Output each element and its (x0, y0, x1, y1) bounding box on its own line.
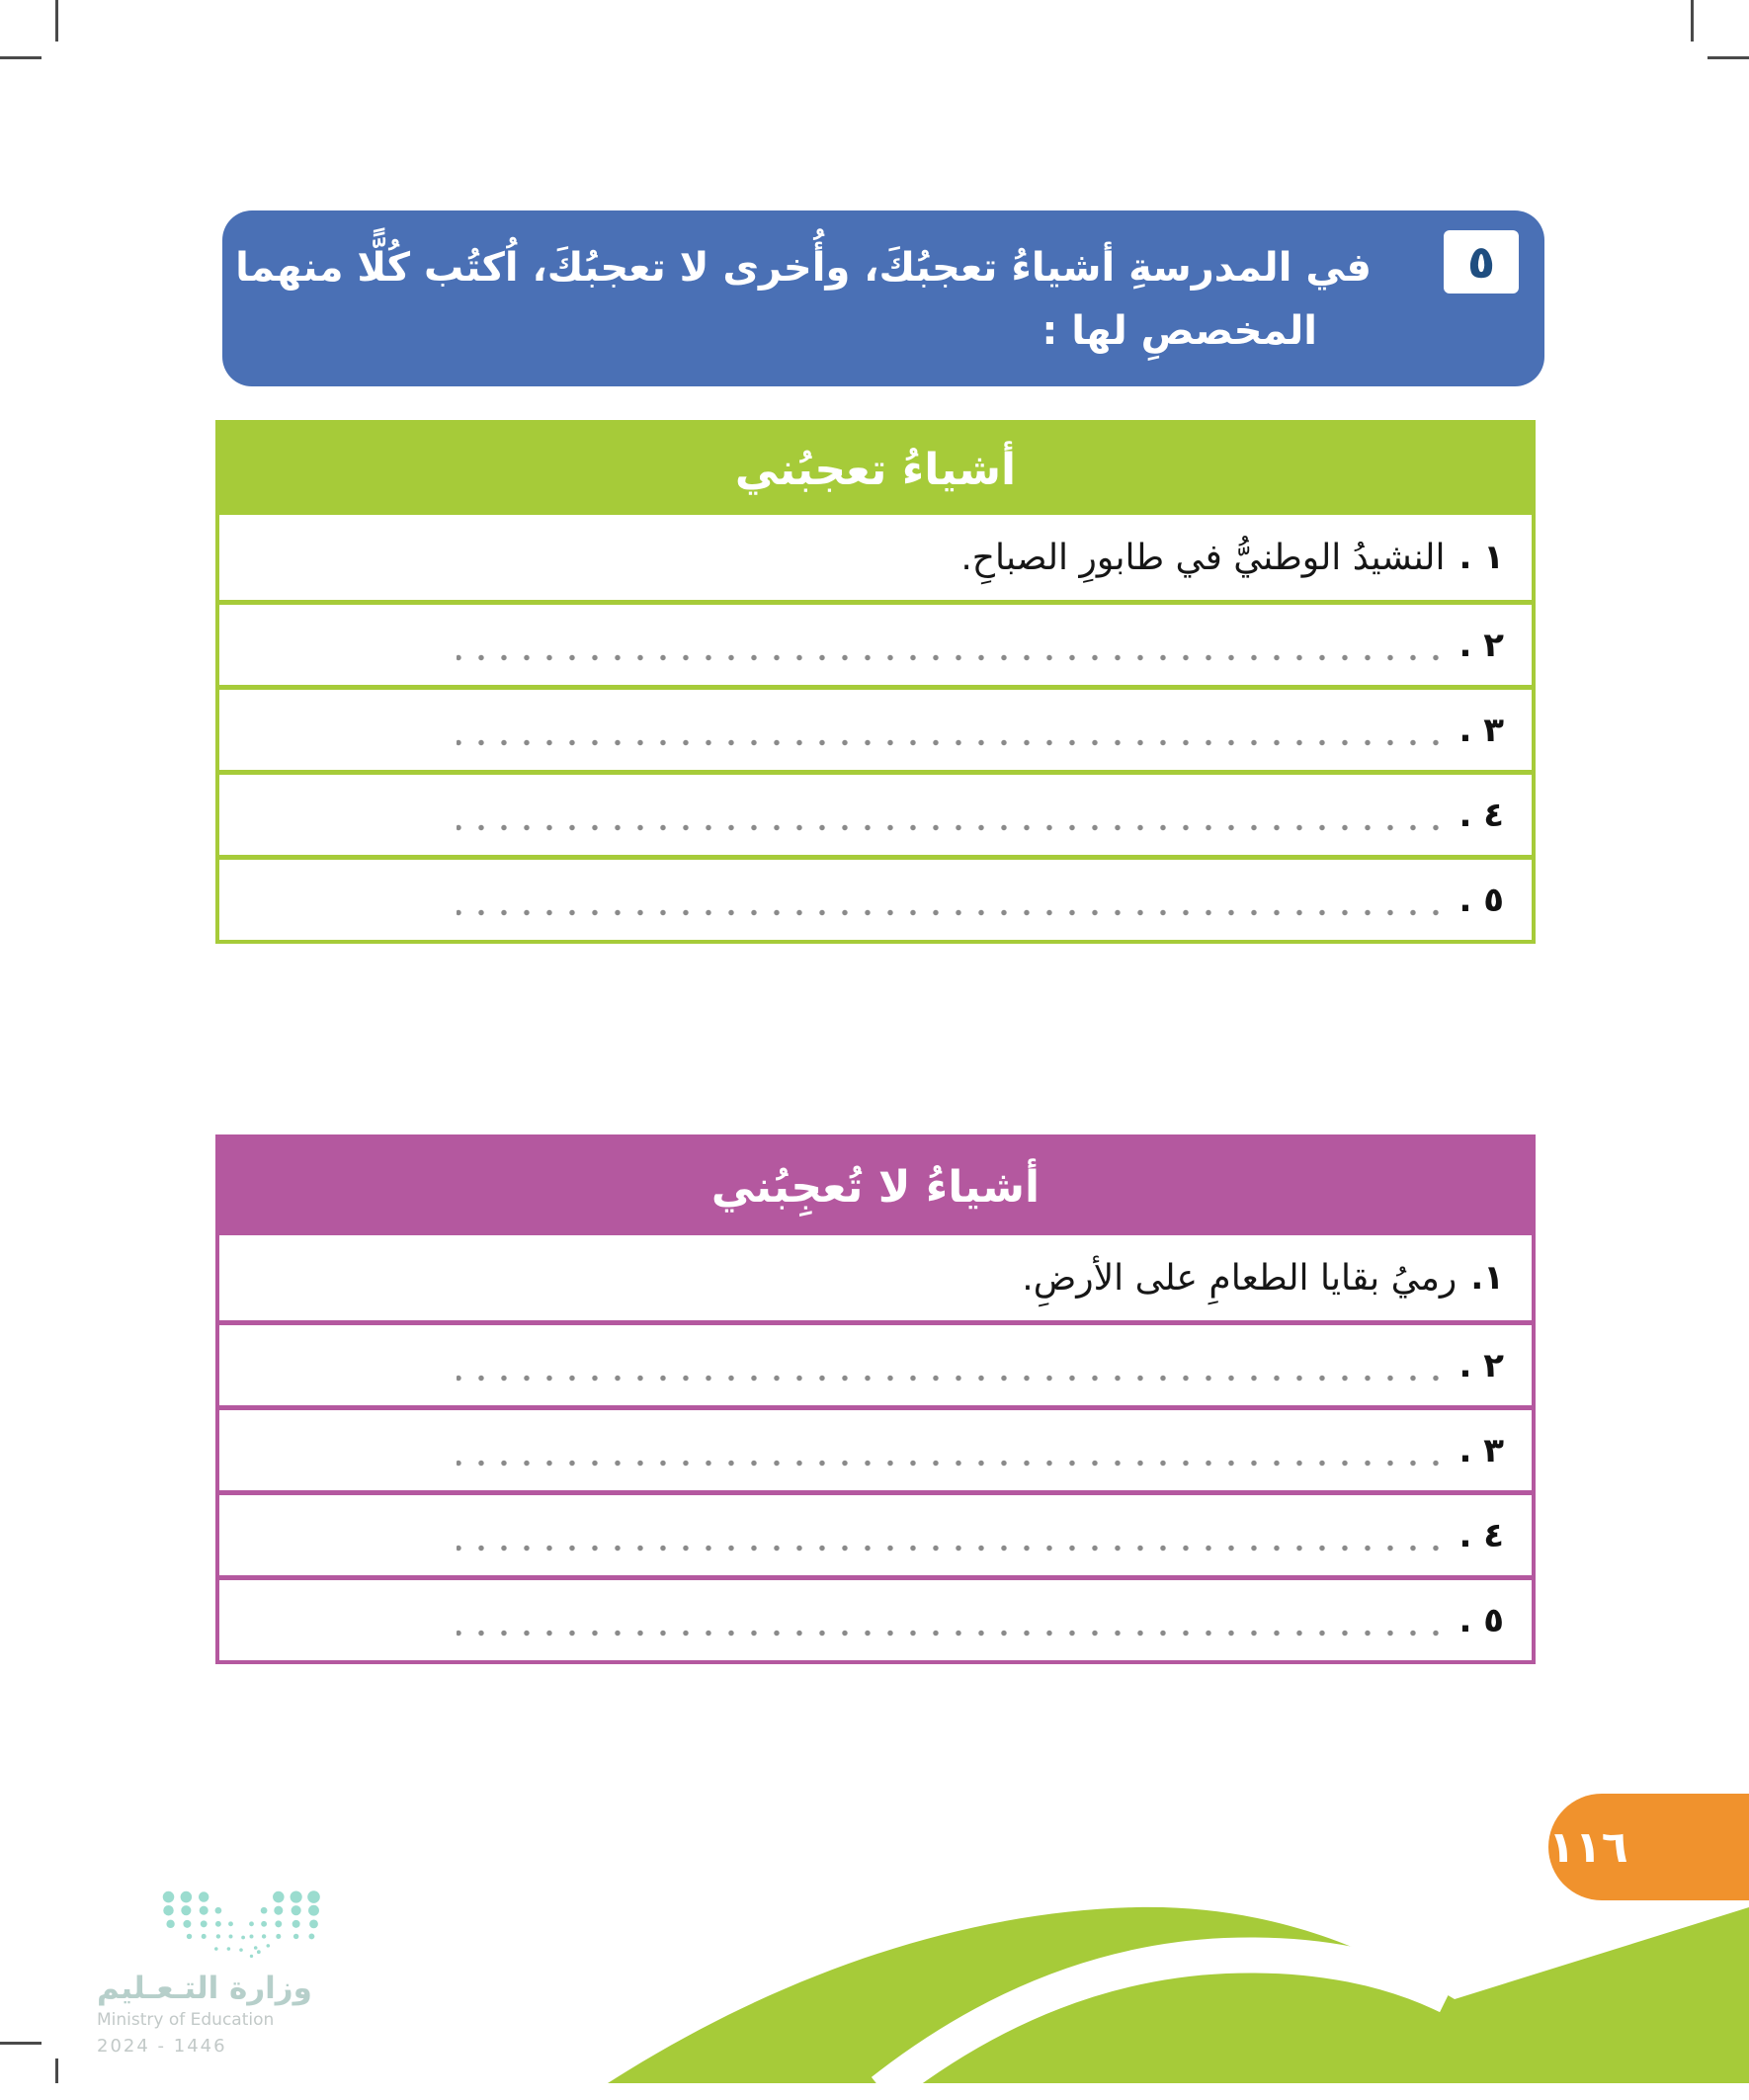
bottom-margin-strip (0, 2083, 1749, 2100)
page-number-badge (1548, 1794, 1749, 1900)
crop-mark-top-left-v (55, 0, 58, 42)
likes-table-title: أشياءُ تعجبُني (219, 424, 1532, 515)
row-number: ١ . (1458, 538, 1504, 577)
row-answer-text: رميُ بقايا الطعامِ على الأرضِ. (1022, 1257, 1458, 1299)
likes-row-5 (219, 855, 1532, 940)
ministry-name-arabic: وزارة التـعـليم (97, 1971, 312, 2006)
row-number: ٤ . (1458, 795, 1504, 835)
dotted-answer-line (457, 654, 1447, 661)
dotted-answer-line (457, 1630, 1447, 1637)
page-number: ١١٦ (1548, 1821, 1628, 1873)
dislikes-row-1 (219, 1235, 1532, 1320)
ministry-logo-dots-icon (158, 1890, 324, 1965)
instruction-line-1: في المدرسةِ أشياءُ تعجبُكَ، وأُخرى لا تعجبُكَ، اُكتُب كُلًّا منهما في الحقلِ (21, 245, 1372, 291)
dotted-answer-line (457, 739, 1447, 746)
crop-mark-top-right-h (1707, 56, 1749, 59)
row-number: ٣ . (1458, 1430, 1504, 1470)
dislikes-row-4 (219, 1490, 1532, 1575)
row-number: ٢ . (1458, 625, 1504, 665)
row-answer-text: النشيدُ الوطنيُّ في طابورِ الصباحِ. (960, 537, 1446, 578)
row-number: ٥ . (1458, 1600, 1504, 1640)
ministry-name-english: Ministry of Education (97, 2010, 275, 2030)
dislikes-table (215, 1134, 1536, 1664)
dotted-answer-line (457, 1545, 1447, 1552)
dislikes-row-3 (219, 1405, 1532, 1490)
dotted-answer-line (457, 1460, 1447, 1467)
likes-row-4 (219, 770, 1532, 855)
row-number: ٣ . (1458, 710, 1504, 750)
dotted-answer-line (457, 1375, 1447, 1382)
dislikes-row-5 (219, 1575, 1532, 1660)
exercise-instruction-box (21, 210, 1544, 386)
likes-row-1 (219, 515, 1532, 600)
dotted-answer-line (457, 824, 1447, 831)
likes-row-2 (219, 600, 1532, 685)
dislikes-row-2 (219, 1320, 1532, 1405)
dislikes-table-title: أشياءُ لا تُعجِبُني (219, 1138, 1532, 1235)
crop-mark-top-right-v (1691, 0, 1694, 42)
row-number: ٤ . (1458, 1515, 1504, 1555)
edition-years: 2024 - 1446 (97, 2036, 227, 2057)
row-number: ١. (1470, 1258, 1504, 1298)
likes-table (215, 420, 1536, 944)
row-number: ٥ . (1458, 880, 1504, 920)
likes-row-3 (219, 685, 1532, 770)
row-number: ٢ . (1458, 1345, 1504, 1386)
green-hill-shape (608, 1907, 1749, 2083)
dotted-answer-line (457, 909, 1447, 916)
instruction-line-2: المخصصِ لها : (1041, 308, 1317, 354)
ministry-logo-block (97, 1890, 423, 2057)
crop-mark-top-left-h (0, 56, 42, 59)
exercise-number-badge: ٥ (1444, 230, 1519, 294)
